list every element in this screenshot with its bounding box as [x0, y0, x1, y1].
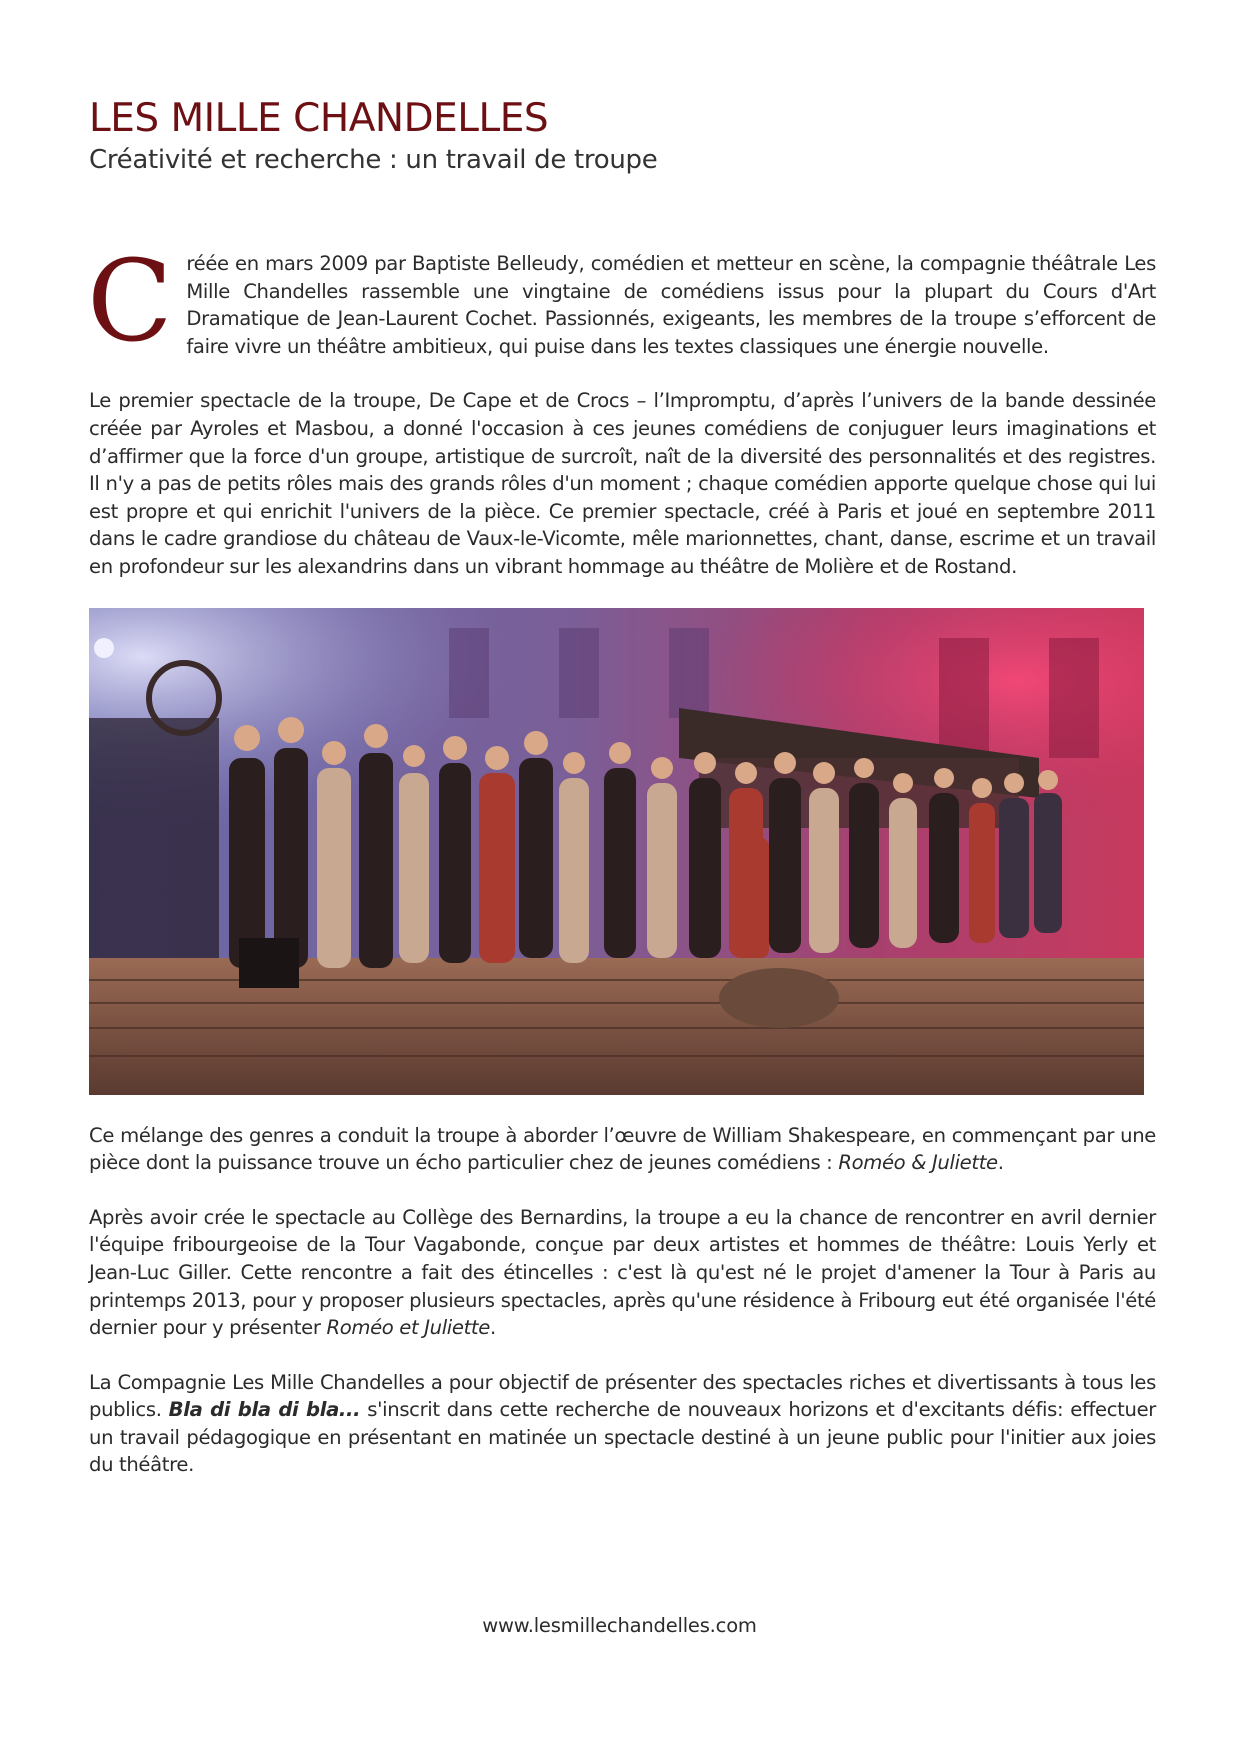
paragraph-shakespeare-end: .	[997, 1151, 1004, 1175]
paragraph-tour-vagabonde-end: .	[489, 1316, 496, 1340]
page-title: LES MILLE CHANDELLES	[89, 96, 549, 141]
troupe-stage-photo	[89, 608, 1144, 1095]
page-subtitle: Créativité et recherche : un travail de troupe	[89, 145, 658, 175]
paragraph-intro	[87, 237, 1156, 367]
paragraph-first-show-text: Le premier spectacle de la troupe, De Cape et de Crocs – l’Impromptu, d’après l’univers de la bande dessinée créée par Ayroles et Masbou, a donné l'occasion à ces jeunes comédiens de conjuguer leurs imaginations et d’affirmer que la force d'un groupe, artistique de surcroît, naît de la diversité des personnalités et des registres. Il n'y a pas de petits rôles mais des grands rôles d'un moment ; chaque comédien apporte quelque chose qui lui est propre et qui enrichit l'univers de la pièce. Ce premier spectacle, créé à Paris et joué en septembre 2011 dans le cadre grandiose du château de Vaux-le-Vicomte, mêle marionnettes, chant, danse, escrime et un travail en profondeur sur les alexandrins dans un vibrant hommage au théâtre de Molière et de Rostand.	[89, 389, 1156, 578]
paragraph-shakespeare-title: Roméo & Juliette	[838, 1151, 998, 1175]
article-body	[87, 237, 1156, 1479]
paragraph-first-show	[89, 387, 1156, 580]
document-page	[89, 96, 1156, 1479]
paragraph-objective-after: s'inscrit dans cette recherche de nouveaux horizons et d'excitants défis: effectuer un travail pédagogique en présentant en matinée un spectacle destiné à un jeune public pour l'initier aux joies du théâtre.	[89, 1398, 1156, 1477]
paragraph-shakespeare-text: Ce mélange des genres a conduit la troupe à aborder l’œuvre de William Shakespeare, en commençant par une pièce dont la puissance trouve un écho particulier chez de jeunes comédiens :	[89, 1123, 1156, 1175]
footer-website-link[interactable]: www.lesmillechandelles.com	[482, 1614, 757, 1637]
drop-cap: C	[87, 237, 173, 367]
stage-photo-illustration	[89, 608, 1144, 1095]
paragraph-tour-vagabonde-text: Après avoir crée le spectacle au Collège des Bernardins, la troupe a eu la chance de rencontrer en avril dernier l'équipe fribourgeoise de la Tour Vagabonde, conçue par deux artistes et hommes de théâtre: Louis Yerly et Jean-Luc Giller. Cette rencontre a fait des étincelles : c'est là qu'est né le projet d'amener la Tour à Paris au printemps 2013, pour y proposer plusieurs spectacles, après qu'une résidence à Fribourg eut été organisée l'été dernier pour y présenter	[89, 1205, 1156, 1340]
paragraph-tour-vagabonde	[89, 1204, 1156, 1342]
paragraph-objective-before: La Compagnie Les Mille Chandelles a pour objectif de présenter des spectacles riches et divertissants à tous les publics.	[89, 1370, 1156, 1422]
paragraph-intro-text: réée en mars 2009 par Baptiste Belleudy, comédien et metteur en scène, la compagnie théâtrale Les Mille Chandelles rassemble une vingtaine de comédiens issus pour la plupart du Cours d'Art Dramatique de Jean-Laurent Cochet. Passionnés, exigeants, les membres de la troupe s’efforcent de faire vivre un théâtre ambitieux, qui puise dans les textes classiques une énergie nouvelle.	[186, 252, 1156, 358]
paragraph-objective-show-title: Bla di bla di bla...	[168, 1398, 361, 1422]
paragraph-shakespeare	[89, 1122, 1156, 1177]
paragraph-objective	[89, 1369, 1156, 1479]
paragraph-tour-vagabonde-title: Roméo et Juliette	[326, 1316, 490, 1340]
